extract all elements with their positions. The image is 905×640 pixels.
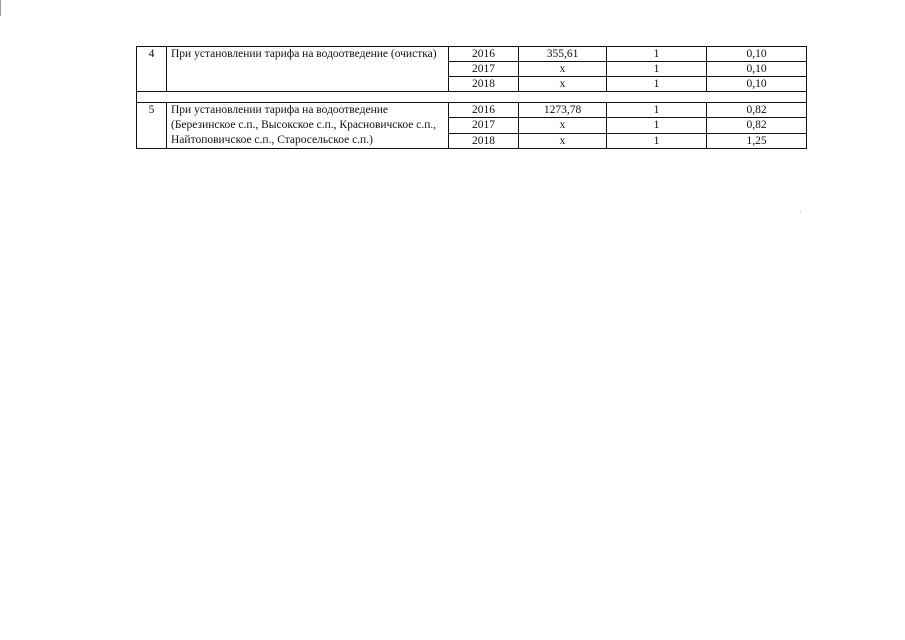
scan-speck bbox=[800, 211, 801, 212]
value-cell: х bbox=[519, 62, 607, 77]
scan-edge-mark bbox=[0, 0, 4, 16]
row-number: 5 bbox=[137, 103, 167, 149]
row-description: При установлении тарифа на водоотведение (Березинское с.п., Высокское с.п., Красновичское с.п., Найтоповичское с.п., Старосельское с.п.) bbox=[167, 103, 449, 149]
row-description: При установлении тарифа на водоотведение (очистка) bbox=[167, 47, 449, 92]
value-cell: х bbox=[519, 118, 607, 133]
value-cell: х bbox=[519, 133, 607, 148]
coefficient-cell: 1 bbox=[607, 133, 707, 148]
table-row bbox=[137, 47, 807, 62]
spacer-cell bbox=[137, 92, 807, 103]
year-cell: 2017 bbox=[449, 62, 519, 77]
share-cell: 0,82 bbox=[707, 118, 807, 133]
coefficient-cell: 1 bbox=[607, 77, 707, 92]
share-cell: 0,10 bbox=[707, 47, 807, 62]
value-cell: 1273,78 bbox=[519, 103, 607, 118]
value-cell: х bbox=[519, 77, 607, 92]
year-cell: 2018 bbox=[449, 133, 519, 148]
share-cell: 0,82 bbox=[707, 103, 807, 118]
year-cell: 2016 bbox=[449, 103, 519, 118]
tariff-table bbox=[136, 46, 807, 149]
coefficient-cell: 1 bbox=[607, 103, 707, 118]
coefficient-cell: 1 bbox=[607, 118, 707, 133]
share-cell: 0,10 bbox=[707, 77, 807, 92]
year-cell: 2017 bbox=[449, 118, 519, 133]
table-row bbox=[137, 103, 807, 118]
year-cell: 2016 bbox=[449, 47, 519, 62]
spacer-row bbox=[137, 92, 807, 103]
value-cell: 355,61 bbox=[519, 47, 607, 62]
share-cell: 0,10 bbox=[707, 62, 807, 77]
share-cell: 1,25 bbox=[707, 133, 807, 148]
coefficient-cell: 1 bbox=[607, 47, 707, 62]
coefficient-cell: 1 bbox=[607, 62, 707, 77]
row-number: 4 bbox=[137, 47, 167, 92]
year-cell: 2018 bbox=[449, 77, 519, 92]
